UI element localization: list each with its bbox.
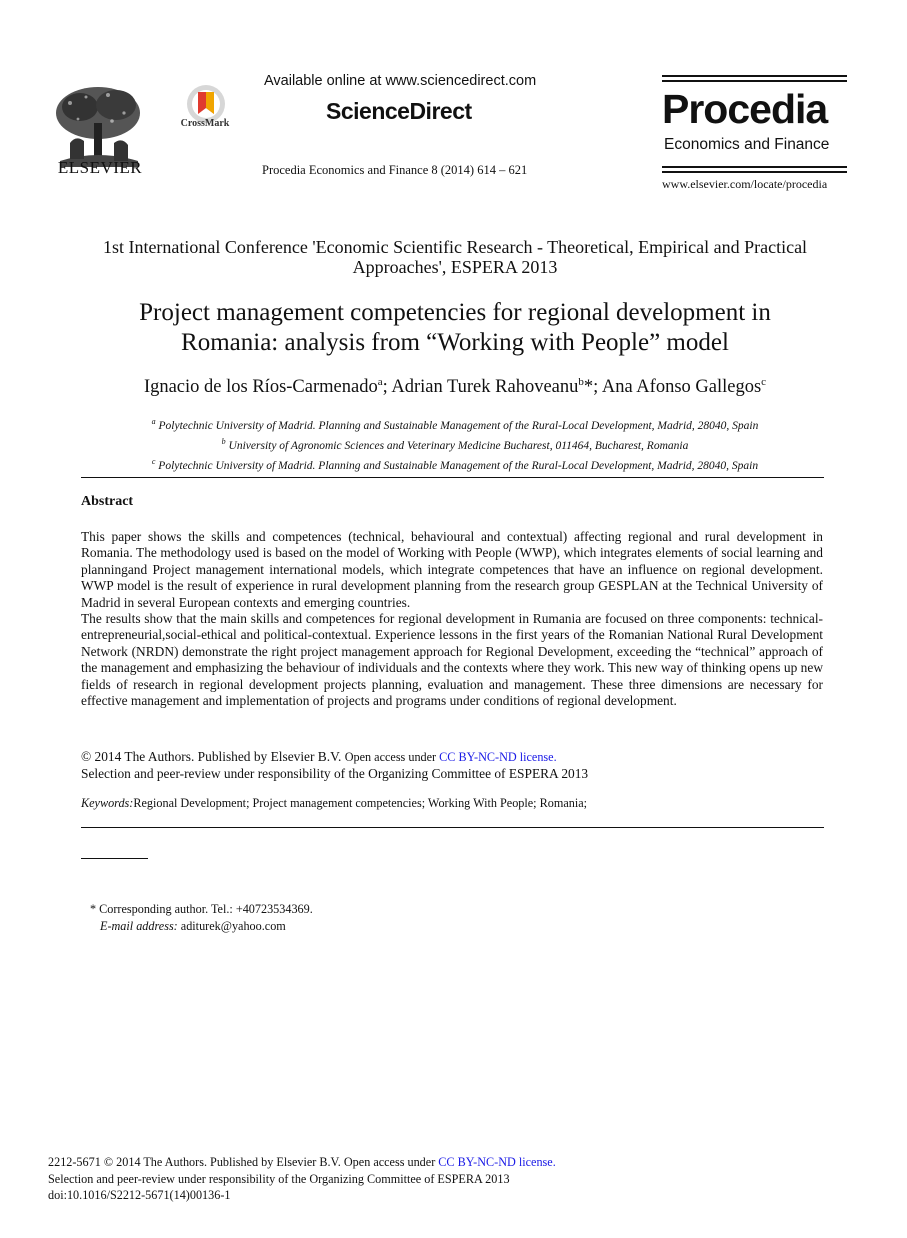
available-online-text: Available online at www.sciencedirect.com bbox=[264, 73, 537, 89]
peer-review-line: Selection and peer-review under responsibility of the Organizing Committee of ESPERA 2013 bbox=[81, 765, 589, 781]
affiliation-b-sup: b bbox=[221, 436, 226, 446]
abstract-bottom-rule bbox=[81, 827, 824, 828]
publisher-name: ELSEVIER bbox=[57, 158, 143, 177]
affiliation-c bbox=[60, 454, 850, 474]
email-address[interactable]: aditurek@yahoo.com bbox=[177, 918, 286, 933]
title-line-2: Romania: analysis from “Working with People” model bbox=[181, 329, 729, 356]
author-3: ; Ana Afonso Gallegos bbox=[593, 377, 762, 398]
procedia-logo: Procedia bbox=[662, 86, 828, 132]
keywords bbox=[81, 796, 823, 811]
affiliations bbox=[60, 414, 850, 473]
procedia-top-rule-2 bbox=[662, 80, 847, 82]
corresponding-author: * Corresponding author. Tel.: +40723534369. bbox=[90, 902, 313, 916]
procedia-bottom-rule bbox=[662, 166, 847, 168]
footer-license-link[interactable]: CC BY-NC-ND license. bbox=[438, 1155, 556, 1169]
conference-line-2: Approaches', ESPERA 2013 bbox=[352, 257, 558, 277]
footnote-rule bbox=[81, 858, 148, 859]
affiliation-b bbox=[60, 434, 850, 454]
affiliation-a bbox=[60, 414, 850, 434]
corresponding-star: * bbox=[583, 377, 594, 398]
affiliation-a-text: Polytechnic University of Madrid. Planning and Sustainable Management of the Rural-Local Development, Madrid, 28040, Spain bbox=[158, 419, 759, 432]
abstract-heading: Abstract bbox=[81, 494, 134, 509]
footer-issn-text: 2212-5671 © 2014 The Authors. Published by Elsevier B.V. Open access under bbox=[48, 1155, 439, 1169]
conference-name bbox=[60, 237, 850, 277]
open-access-text: Open access under bbox=[344, 750, 440, 764]
footer-peer-review: Selection and peer-review under responsibility of the Organizing Committee of ESPERA 2013 bbox=[48, 1171, 510, 1186]
procedia-top-rule bbox=[662, 75, 847, 77]
affiliation-b-text: University of Agronomic Sciences and Veterinary Medicine Bucharest, 011464, Bucharest, Romania bbox=[228, 439, 689, 452]
email-label: E-mail address: bbox=[100, 918, 178, 933]
keywords-text: Regional Development; Project management competencies; Working With People; Romania; bbox=[133, 796, 588, 810]
affiliation-a-sup: a bbox=[151, 417, 156, 426]
footer-issn-line bbox=[48, 1154, 556, 1171]
email-line bbox=[90, 918, 313, 935]
journal-reference: Procedia Economics and Finance 8 (2014) 614 – 621 bbox=[262, 163, 528, 177]
copyright-block bbox=[81, 749, 823, 782]
author-3-affil: c bbox=[761, 376, 767, 388]
author-2: ; Adrian Turek Rahoveanu bbox=[382, 377, 579, 398]
procedia-url-link[interactable]: www.elsevier.com/locate/procedia bbox=[662, 177, 828, 191]
abstract-paragraph-2: The results show that the main skills and competences for regional development in Rumania are focused on three components: technical-entrepreneurial,social-ethical and political-contextual. Experience lessons in the first years of the Romanian National Rural Development Network (NRDN) demonstrate the right project management approach for Regional Development, exceeding the “technical” approach of the management and emphasizing the behaviour of individuals and the contexts where they work. This new way of thinking opens up new fields of research in regional development projects planning, evaluation and management. These three dimensions are necessary for effective management and implementation of projects and programs under conditions of regional development. bbox=[81, 611, 823, 709]
author-1-affil: a bbox=[377, 376, 383, 388]
author-1: Ignacio de los Ríos-Carmenado bbox=[143, 377, 378, 398]
sciencedirect-logo: ScienceDirect bbox=[326, 98, 472, 124]
conference-line-1: 1st International Conference 'Economic Scientific Research - Theoretical, Empirical and Practical bbox=[102, 237, 808, 257]
crossmark-label: CrossMark bbox=[180, 118, 230, 129]
title-line-1: Project management competencies for regional development in bbox=[139, 299, 771, 326]
author-list bbox=[60, 376, 850, 398]
abstract-body bbox=[81, 529, 823, 709]
copyright-line bbox=[81, 749, 823, 766]
abstract-top-rule bbox=[81, 477, 824, 478]
abstract-paragraph-1: This paper shows the skills and competences (technical, behavioural and contextual) affecting regional and rural development in Romania. The methodology used is based on the model of Working with People (WWP), which integrates elements of social learning and planningand Project management international models, which integrate competences that have an influence on regional development. WWP model is the result of experience in rural development planning from the research group GESPLAN at the Technical University of Madrid in several European contexts and emerging countries. bbox=[81, 529, 823, 610]
license-link[interactable]: CC BY-NC-ND license. bbox=[439, 750, 557, 764]
footer-doi[interactable]: doi:10.1016/S2212-5671(14)00136-1 bbox=[48, 1188, 231, 1202]
keywords-label: Keywords: bbox=[81, 796, 134, 810]
procedia-subtitle: Economics and Finance bbox=[664, 136, 830, 153]
procedia-bottom-rule-2 bbox=[662, 171, 847, 173]
paper-title bbox=[60, 298, 850, 358]
footnote bbox=[90, 901, 313, 934]
author-2-affil: b bbox=[578, 376, 584, 388]
page-footer bbox=[48, 1154, 556, 1204]
affiliation-c-text: Polytechnic University of Madrid. Planning and Sustainable Management of the Rural-Local Development, Madrid, 28040, Spain bbox=[158, 459, 759, 472]
affiliation-c-sup: c bbox=[151, 456, 156, 466]
copyright-text: © 2014 The Authors. Published by Elsevier B.V. bbox=[81, 749, 345, 764]
